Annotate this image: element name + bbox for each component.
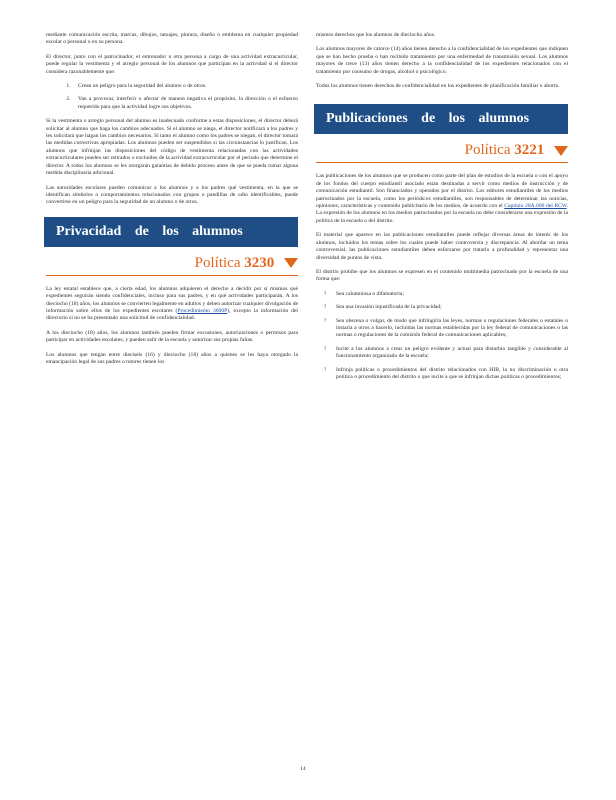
paragraph: Si la vestimenta o arreglo personal del alumno es inadecuado conforme a estas disposiciones, el director deberá solicitar al alumno que haga los cambios adecuados. Si el alumno se niega, el director notificará a los padres y les solicitará que hagan los cambios necesarios. Si tanto el alumno como los padres se niegan, el director tomará las medidas correctivas apropiadas. Los alumnos pueden ser suspendidos si las circunstancias lo justifican. Los alumnos que infrinjan las disposiciones del código de vestimenta relacionadas con las actividades extracurriculares pueden ser retirados o excluidos de la actividad extracurricular por el periodo que determine el director. A todos los alumnos se les otorgarán garantías de debido proceso antes de que se pueda tomar alguna medida disciplinaria adicional. [46, 118, 298, 177]
text-run: ), excepto la información del directorio si no se ha presentado una solicitud de confidencialidad. [46, 307, 298, 322]
policy-label: Política [464, 142, 511, 159]
paragraph: El director, junto con el patrocinador, el entrenador u otra persona a cargo de una actividad extracurricular, puede regular la vestimenta y el arreglo personal de los alumnos que participan en la actividad si el director considera razonablemente que: [46, 53, 298, 75]
text-run: . La expresión de los alumnos en los medios patrocinados por la escuela no debe considerarse una expresión de la política de la escuela o del distrito. [316, 203, 568, 224]
list-item [324, 318, 568, 340]
numbered-list [46, 83, 298, 111]
bullet-list [316, 291, 568, 382]
list-item: 1. Crean un peligro para la seguridad del alumno o de otros. [72, 83, 298, 90]
policy-number: 3230 [244, 254, 275, 271]
right-column [316, 32, 568, 387]
list-item: 2. Van a provocar, interferir o afectar de manera negativa el propósito, la dirección o el esfuerzo requerido para que la actividad logre sus objetivos. [72, 96, 298, 111]
paragraph: Las autoridades escolares pueden comunicar a los alumnos y a los padres qué vestimenta, en la que se identifican símbolos o comportamientos relacionados con grupos o pandillas de odio identificables, puede convertirse en un peligro para la seguridad de un alumno o de otros. [46, 184, 298, 206]
list-item-text: Sea obscena o vulgar, de modo que infringiría las leyes, normas o regulaciones federales o estatales o instaría a otros a hacerlo, incluidas las normas establecidas por la ley federal de comunicaciones o las normas o regulaciones de la comisión federal de comunicaciones aplicables; [336, 317, 568, 339]
left-column [46, 32, 298, 373]
paragraph [46, 286, 298, 323]
paragraph: El material que aparece en las publicaciones estudiantiles puede reflejar diversas áreas de interés de los alumnos, incluidos los temas sobre los cuales puede haber controversia y discrepancia. Al abordar un tema controversial, las publicaciones estudiantiles deben esforzarse por tratarlo a profundidad y representar una diversidad de puntos de vista. [316, 232, 568, 261]
list-item [324, 304, 568, 311]
policy-heading-3221 [316, 140, 568, 160]
paragraph: El distrito prohíbe que los alumnos se expresen en el contenido multimedia patrocinado por la escuela de una forma que: [316, 268, 568, 283]
paragraph: Los alumnos mayores de catorce (14) años tienen derecho a la confidencialidad de los expedientes que indiquen que se han hecho prueba o han recibido tratamiento por una enfermedad de transmisión sexual. Los alumnos mayores de trece (13) años tienen derecho a la confidencialidad de los expedientes relacionados con el tratamiento por consumo de drogas, alcohol o psicológico. [316, 46, 568, 75]
policy-label: Política [194, 254, 241, 271]
policy-number: 3221 [514, 142, 545, 159]
list-item-text: Infrinja políticas o procedimientos del distrito relacionados con HIB, la no discriminación u otra política o procedimiento del distrito o que incite a que se infrinjan dichas políticas o procedimientos; [336, 366, 568, 380]
text-run: Las publicaciones de los alumnos que se producen como parte del plan de estudios de la escuela o con el apoyo de los fondos del cuerpo estudiantil asociado están destinadas a servir como medios de instrucción y de comunicación estudiantil. Son financiados y operados por el distrito. Los editores estudiantiles de los medios patrocinados por la escuela, como los periódicos estudiantiles, son responsables de determinar las noticias, opiniones, características y contenido publicitario de los medios, de acuerdo con el [316, 173, 568, 210]
policy-heading-3230 [46, 253, 298, 273]
rcw-link[interactable]: Capítulo 28A.600 del RCW [504, 203, 567, 210]
paragraph: Los alumnos que tengan entre dieciséis (16) y dieciocho (18) años a quienes se les haya otorgado la emancipación legal de sus padres o tutores tienen los [46, 351, 298, 365]
list-item [324, 291, 568, 298]
triangle-down-icon [554, 146, 568, 156]
page-number: 14 [300, 766, 306, 772]
section-banner-privacy: Privacidad de los alumnos [44, 217, 298, 247]
triangle-down-icon [284, 258, 298, 268]
paragraph: mediante comunicación escrita, marcas, dibujos, tatuajes, pintura, diseño o emblema en cualquier propiedad escolar o personal o en su persona. [46, 32, 298, 46]
bullet-icon: ? [324, 291, 327, 297]
section-banner-publications: Publicaciones de los alumnos [314, 104, 568, 134]
list-item-text: Sea una invasión injustificada de la privacidad; [336, 304, 442, 311]
policy-divider [46, 275, 298, 276]
procedure-link[interactable]: Procedimiento 3600P [177, 307, 228, 314]
list-item-text: Sea calumniosa o difamatoria; [336, 290, 404, 297]
paragraph: Todos los alumnos tienen derechos de confidencialidad en los expedientes de planificación familiar o aborto. [316, 83, 560, 90]
list-item-text: Incite a los alumnos a crear un peligro evidente y actual para disturbio tangible y considerable al funcionamiento organizado de la escuela; [336, 345, 568, 360]
paragraph: A los dieciocho (18) años, los alumnos también pueden firmar excusiones, autorizaciones o permisos para participar en actividades escolares, y pueden salir de la escuela y autorizar sus propias faltas. [46, 329, 298, 344]
policy-divider [316, 162, 568, 163]
paragraph: mismos derechos que los alumnos de dieciocho años. [316, 32, 436, 38]
list-item [324, 367, 568, 382]
bullet-icon: ? [324, 318, 327, 324]
text-run: La ley estatal establece que, a cierta edad, los alumnos adquieren el derecho a decidir por sí mismos qué expedientes seguirán siendo confidenciales, incluso para sus padres, y en qué actividades participarán. A los dieciocho (18) años, los alumnos se convierten legalmente en adultos y deben autorizar cualquier divulgación de información sobre ellos de los expedientes escolares ( [46, 285, 298, 314]
bullet-icon: ? [324, 305, 327, 311]
list-item [324, 346, 568, 361]
paragraph [316, 173, 568, 225]
bullet-icon: ? [324, 367, 327, 373]
bullet-icon: ? [324, 346, 327, 352]
